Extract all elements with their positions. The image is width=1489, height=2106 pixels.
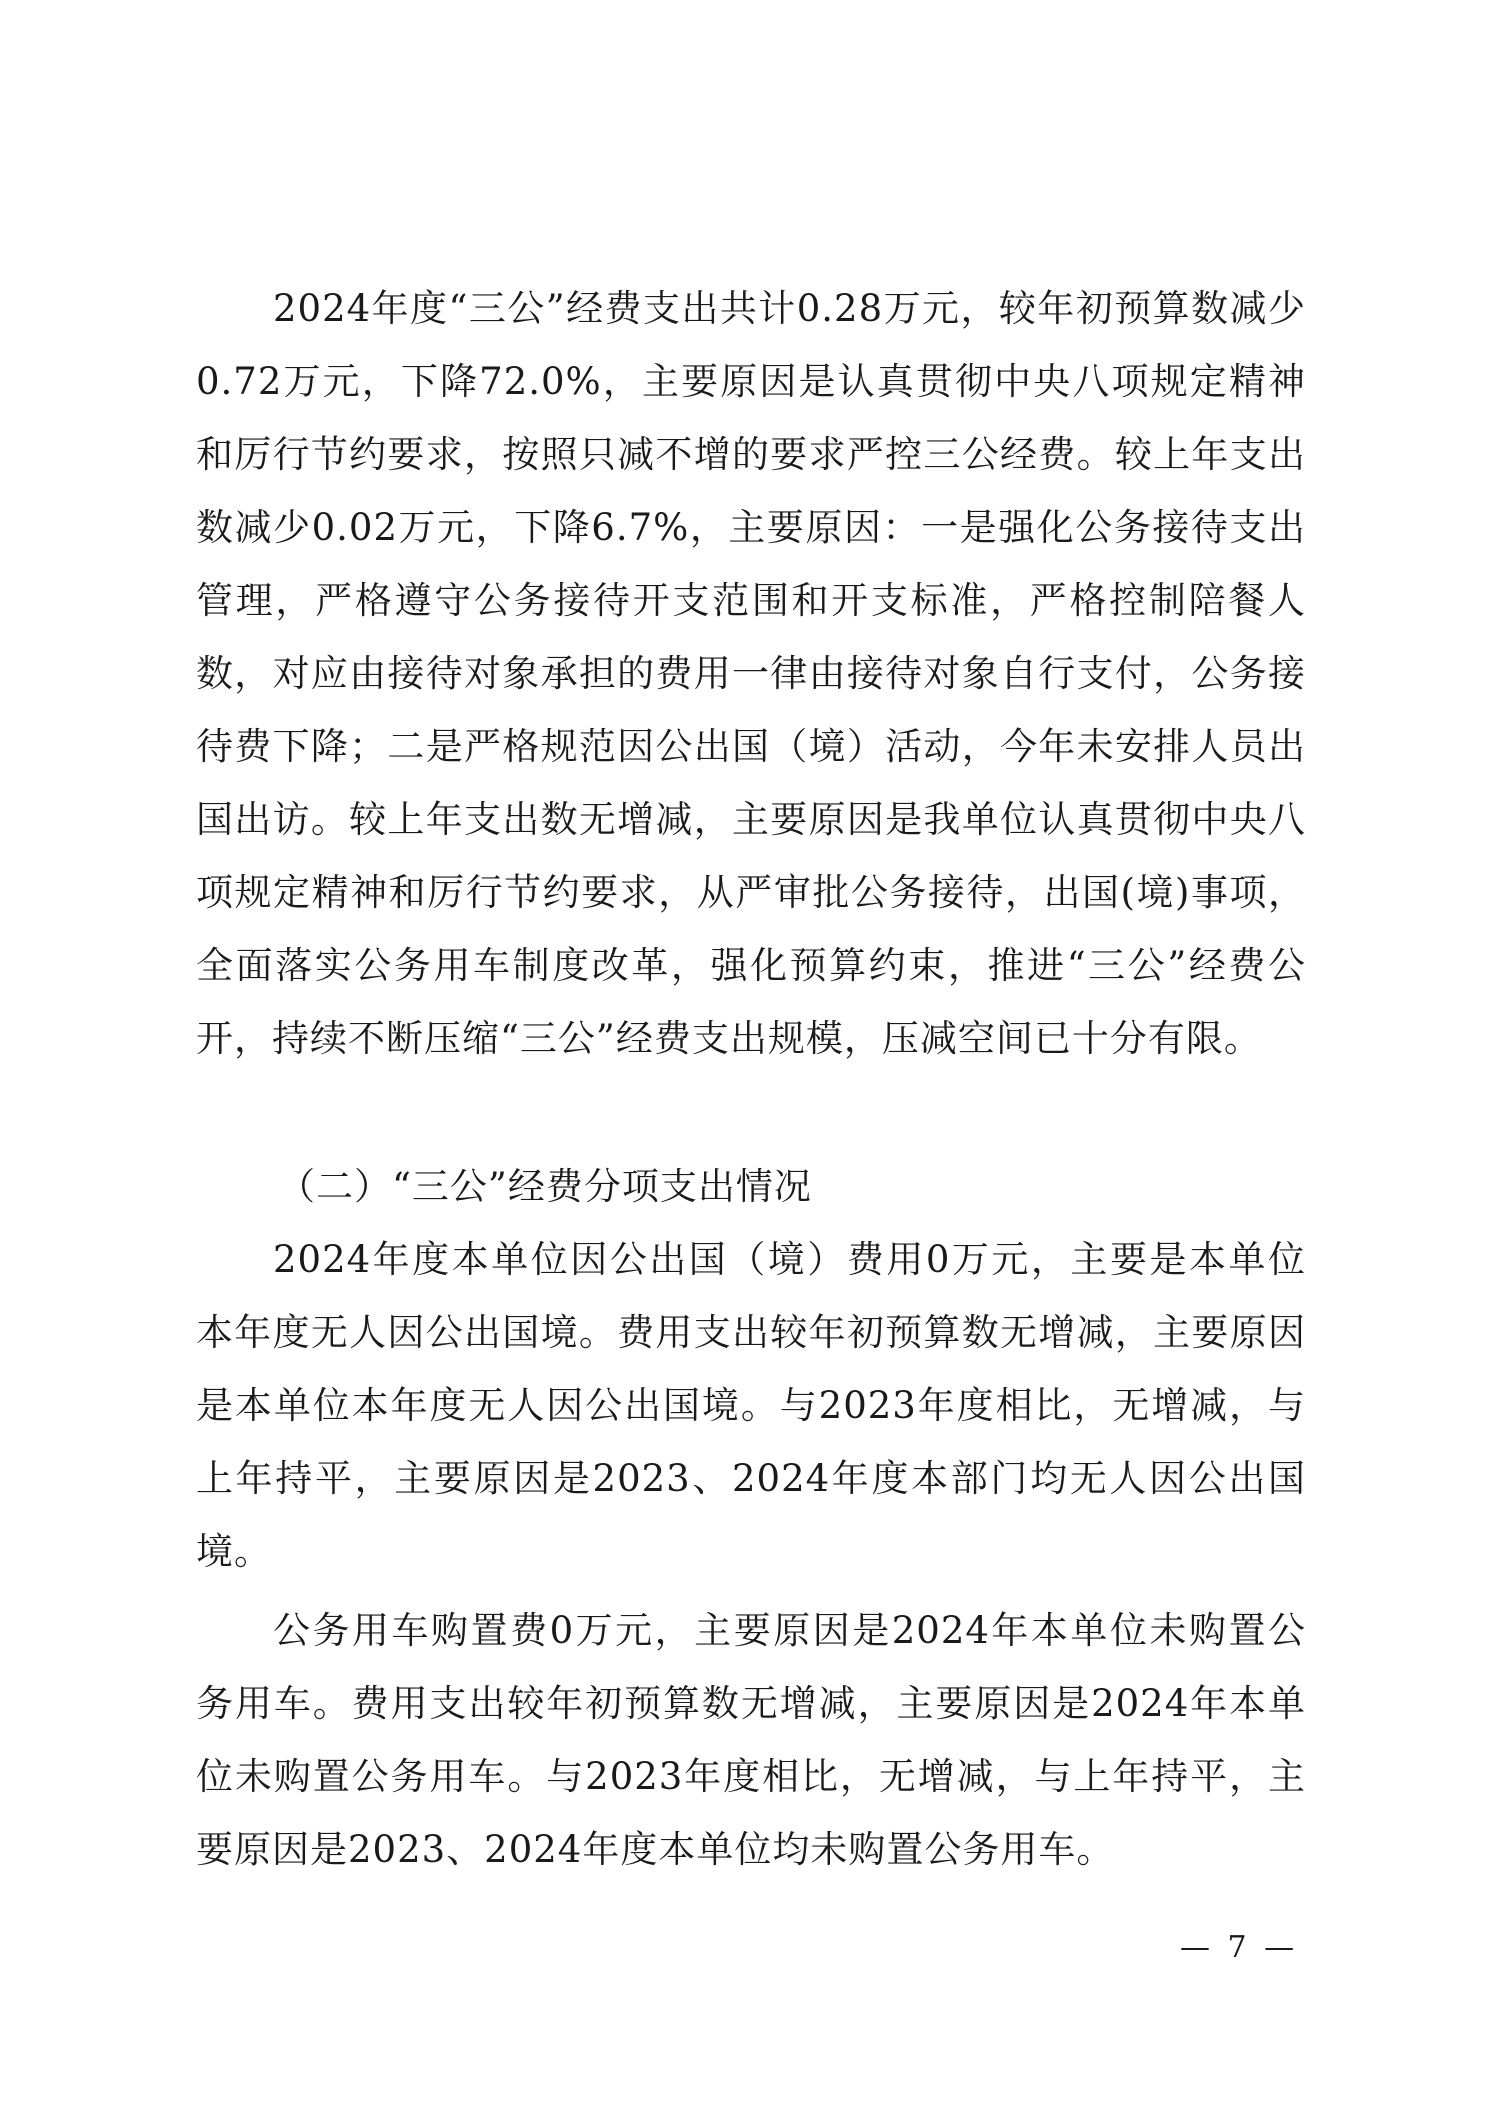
section-heading: （二）“三公”经费分项支出情况 [278, 1165, 812, 1208]
paragraph-overseas-travel: 2024年度本单位因公出国（境）费用0万元，主要是本单位本年度无人因公出国境。费用支出较年初预算数无增减，主要原因是本单位本年度无人因公出国境。与2023年度相比，无增减，与上年持平，主要原因是2023、2024年度本部门均无人因公出国境。 [196, 1238, 1306, 1573]
paragraph-vehicle-purchase: 公务用车购置费0万元，主要原因是2024年本单位未购置公务用车。费用支出较年初预算数无增减，主要原因是2024年本单位未购置公务用车。与2023年度相比，无增减，与上年持平，主要原因是2023、2024年度本单位均未购置公务用车。 [196, 1609, 1306, 1871]
page-number: — 7 — [1180, 1930, 1299, 1965]
paragraph-total-expenditure: 2024年度“三公”经费支出共计0.28万元，较年初预算数减少0.72万元，下降72.0%，主要原因是认真贯彻中央八项规定精神和厉行节约要求，按照只减不增的要求严控三公经费。较上年支出数减少0.02万元，下降6.7%，主要原因：一是强化公务接待支出管理，严格遵守公务接待开支范围和开支标准，严格控制陪餐人数，对应由接待对象承担的费用一律由接待对象自行支付，公务接待费下降；二是严格规范因公出国（境）活动，今年未安排人员出国出访。较上年支出数无增减，主要原因是我单位认真贯彻中央八项规定精神和厉行节约要求，从严审批公务接待，出国(境)事项，全面落实公务用车制度改革，强化预算约束，推进“三公”经费公开，持续不断压缩“三公”经费支出规模，压减空间已十分有限。 [196, 287, 1306, 1060]
